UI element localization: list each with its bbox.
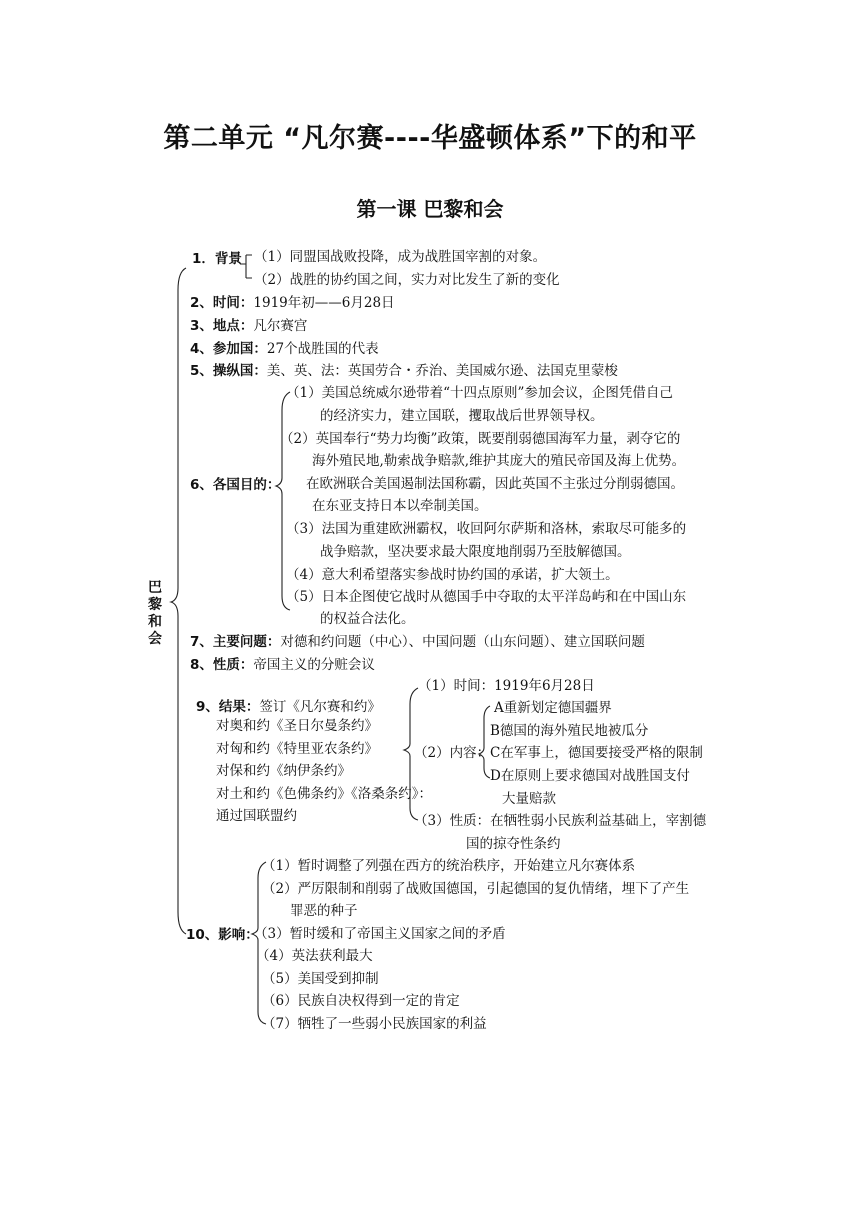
goals-line: 在欧洲联合美国遏制法国称霸，因此英国不主张过分削弱德国。 [306, 476, 684, 492]
impact-line: 罪恶的种子 [290, 903, 358, 919]
nature-row [190, 656, 375, 674]
goals-label: 6、各国目的： [190, 477, 281, 493]
content-item: C在军事上，德国要接受严格的限制 [490, 745, 703, 761]
goals-line: 战争赔款，坚决要求最大限度地削弱乃至肢解德国。 [320, 544, 631, 560]
controllers-value: 美、英、法：英国劳合・乔治、美国威尔逊、法国克里蒙梭 [266, 363, 618, 379]
lesson-title: 第一课 巴黎和会 [356, 197, 504, 221]
content-item: D在原则上要求德国对战胜国支付 [490, 768, 690, 784]
results-nature: （3）性质：在牺牲弱小民族利益基础上，宰割德 [414, 813, 707, 829]
results-nature: 国的掠夺性条约 [466, 836, 561, 852]
side-label: 巴黎和会 [148, 580, 162, 647]
results-treaty: 对奥和约《圣日尔曼条约》 [216, 718, 378, 734]
impact-line: （1）暂时调整了列强在西方的统治秩序，开始建立凡尔赛体系 [262, 858, 636, 874]
impact-line: （2）严厉限制和削弱了战败国德国，引起德国的复仇情绪，埋下了产生 [262, 881, 690, 897]
impact-line: （3）暂时缓和了帝国主义国家之间的矛盾 [254, 926, 506, 942]
participants-row [190, 340, 379, 358]
impact-label: 10、影响： [186, 927, 259, 943]
background-item-2: （2）战胜的协约国之间，实力对比发生了新的变化 [254, 272, 560, 288]
results-treaty: 签订《凡尔赛和约》 [259, 699, 381, 715]
goals-line: 在东亚支持日本以牵制美国。 [312, 498, 488, 514]
time-label: 2、时间： [190, 295, 254, 311]
impact-line: （5）美国受到抑制 [262, 971, 379, 987]
nature-value: 帝国主义的分赃会议 [253, 657, 375, 673]
time-value: 1919年初——6月28日 [253, 295, 395, 311]
issues-row [190, 633, 645, 651]
goals-line: （1）美国总统威尔逊带着“十四点原则”参加会议，企图凭借自己 [286, 385, 673, 401]
results-treaty: 对保和约《纳伊条约》 [216, 763, 351, 779]
unit-title: 第二单元 “凡尔赛----华盛顿体系”下的和平 [163, 123, 697, 154]
controllers-label: 5、操纵国： [190, 363, 267, 379]
goals-line: （3）法国为重建欧洲霸权，收回阿尔萨斯和洛林，索取尽可能多的 [286, 521, 687, 537]
results-treaty: 对土和约《色佛条约》《洛桑条约》： [216, 786, 432, 802]
goals-line: 的经济实力，建立国联，攫取战后世界领导权。 [320, 408, 604, 424]
place-value: 凡尔赛宫 [253, 318, 308, 334]
issues-label: 7、主要问题： [190, 634, 281, 650]
goals-line: （5）日本企图使它战时从德国手中夺取的太平洋岛屿和在中国山东 [286, 589, 687, 605]
place-label: 3、地点： [190, 318, 254, 334]
results-label: 9、结果： [196, 699, 260, 715]
background-item-1: （1）同盟国战败投降，成为战胜国宰割的对象。 [254, 249, 547, 265]
background-label: 1．背景 [192, 251, 242, 267]
results-treaty: 对匈和约《特里亚农条约》 [216, 741, 378, 757]
results-row [196, 698, 381, 716]
nature-label: 8、性质： [190, 657, 254, 673]
participants-value: 27个战胜国的代表 [266, 341, 379, 357]
place-row [190, 317, 307, 335]
impact-line: （7）牺牲了一些弱小民族国家的利益 [262, 1016, 487, 1032]
impact-line: （6）民族自决权得到一定的肯定 [262, 993, 460, 1009]
time-row [190, 294, 395, 312]
content-item: 大量赔款 [502, 791, 556, 807]
participants-label: 4、参加国： [190, 341, 267, 357]
results-treaty: 通过国联盟约 [216, 808, 297, 824]
goals-line: （2）英国奉行“势力均衡”政策，既要削弱德国海军力量，剥夺它的 [280, 431, 681, 447]
main-brace [171, 268, 186, 934]
goals-line: 海外殖民地,勒索战争赔款,维护其庞大的殖民帝国及海上优势。 [312, 453, 686, 469]
issues-value: 对德和约问题（中心）、中国问题（山东问题）、建立国联问题 [280, 634, 645, 650]
content-brace [479, 706, 490, 778]
content-item: B德国的海外殖民地被瓜分 [490, 723, 649, 739]
results-content-label: （2）内容： [414, 745, 491, 761]
results-time: （1）时间：1919年6月28日 [418, 678, 595, 694]
content-item: A重新划定德国疆界 [494, 700, 612, 716]
impact-line: （4）英法获利最大 [256, 948, 373, 964]
goals-line: 的权益合法化。 [320, 611, 415, 627]
goals-line: （4）意大利希望落实参战时协约国的承诺，扩大领土。 [286, 567, 619, 583]
controllers-row [190, 362, 618, 380]
